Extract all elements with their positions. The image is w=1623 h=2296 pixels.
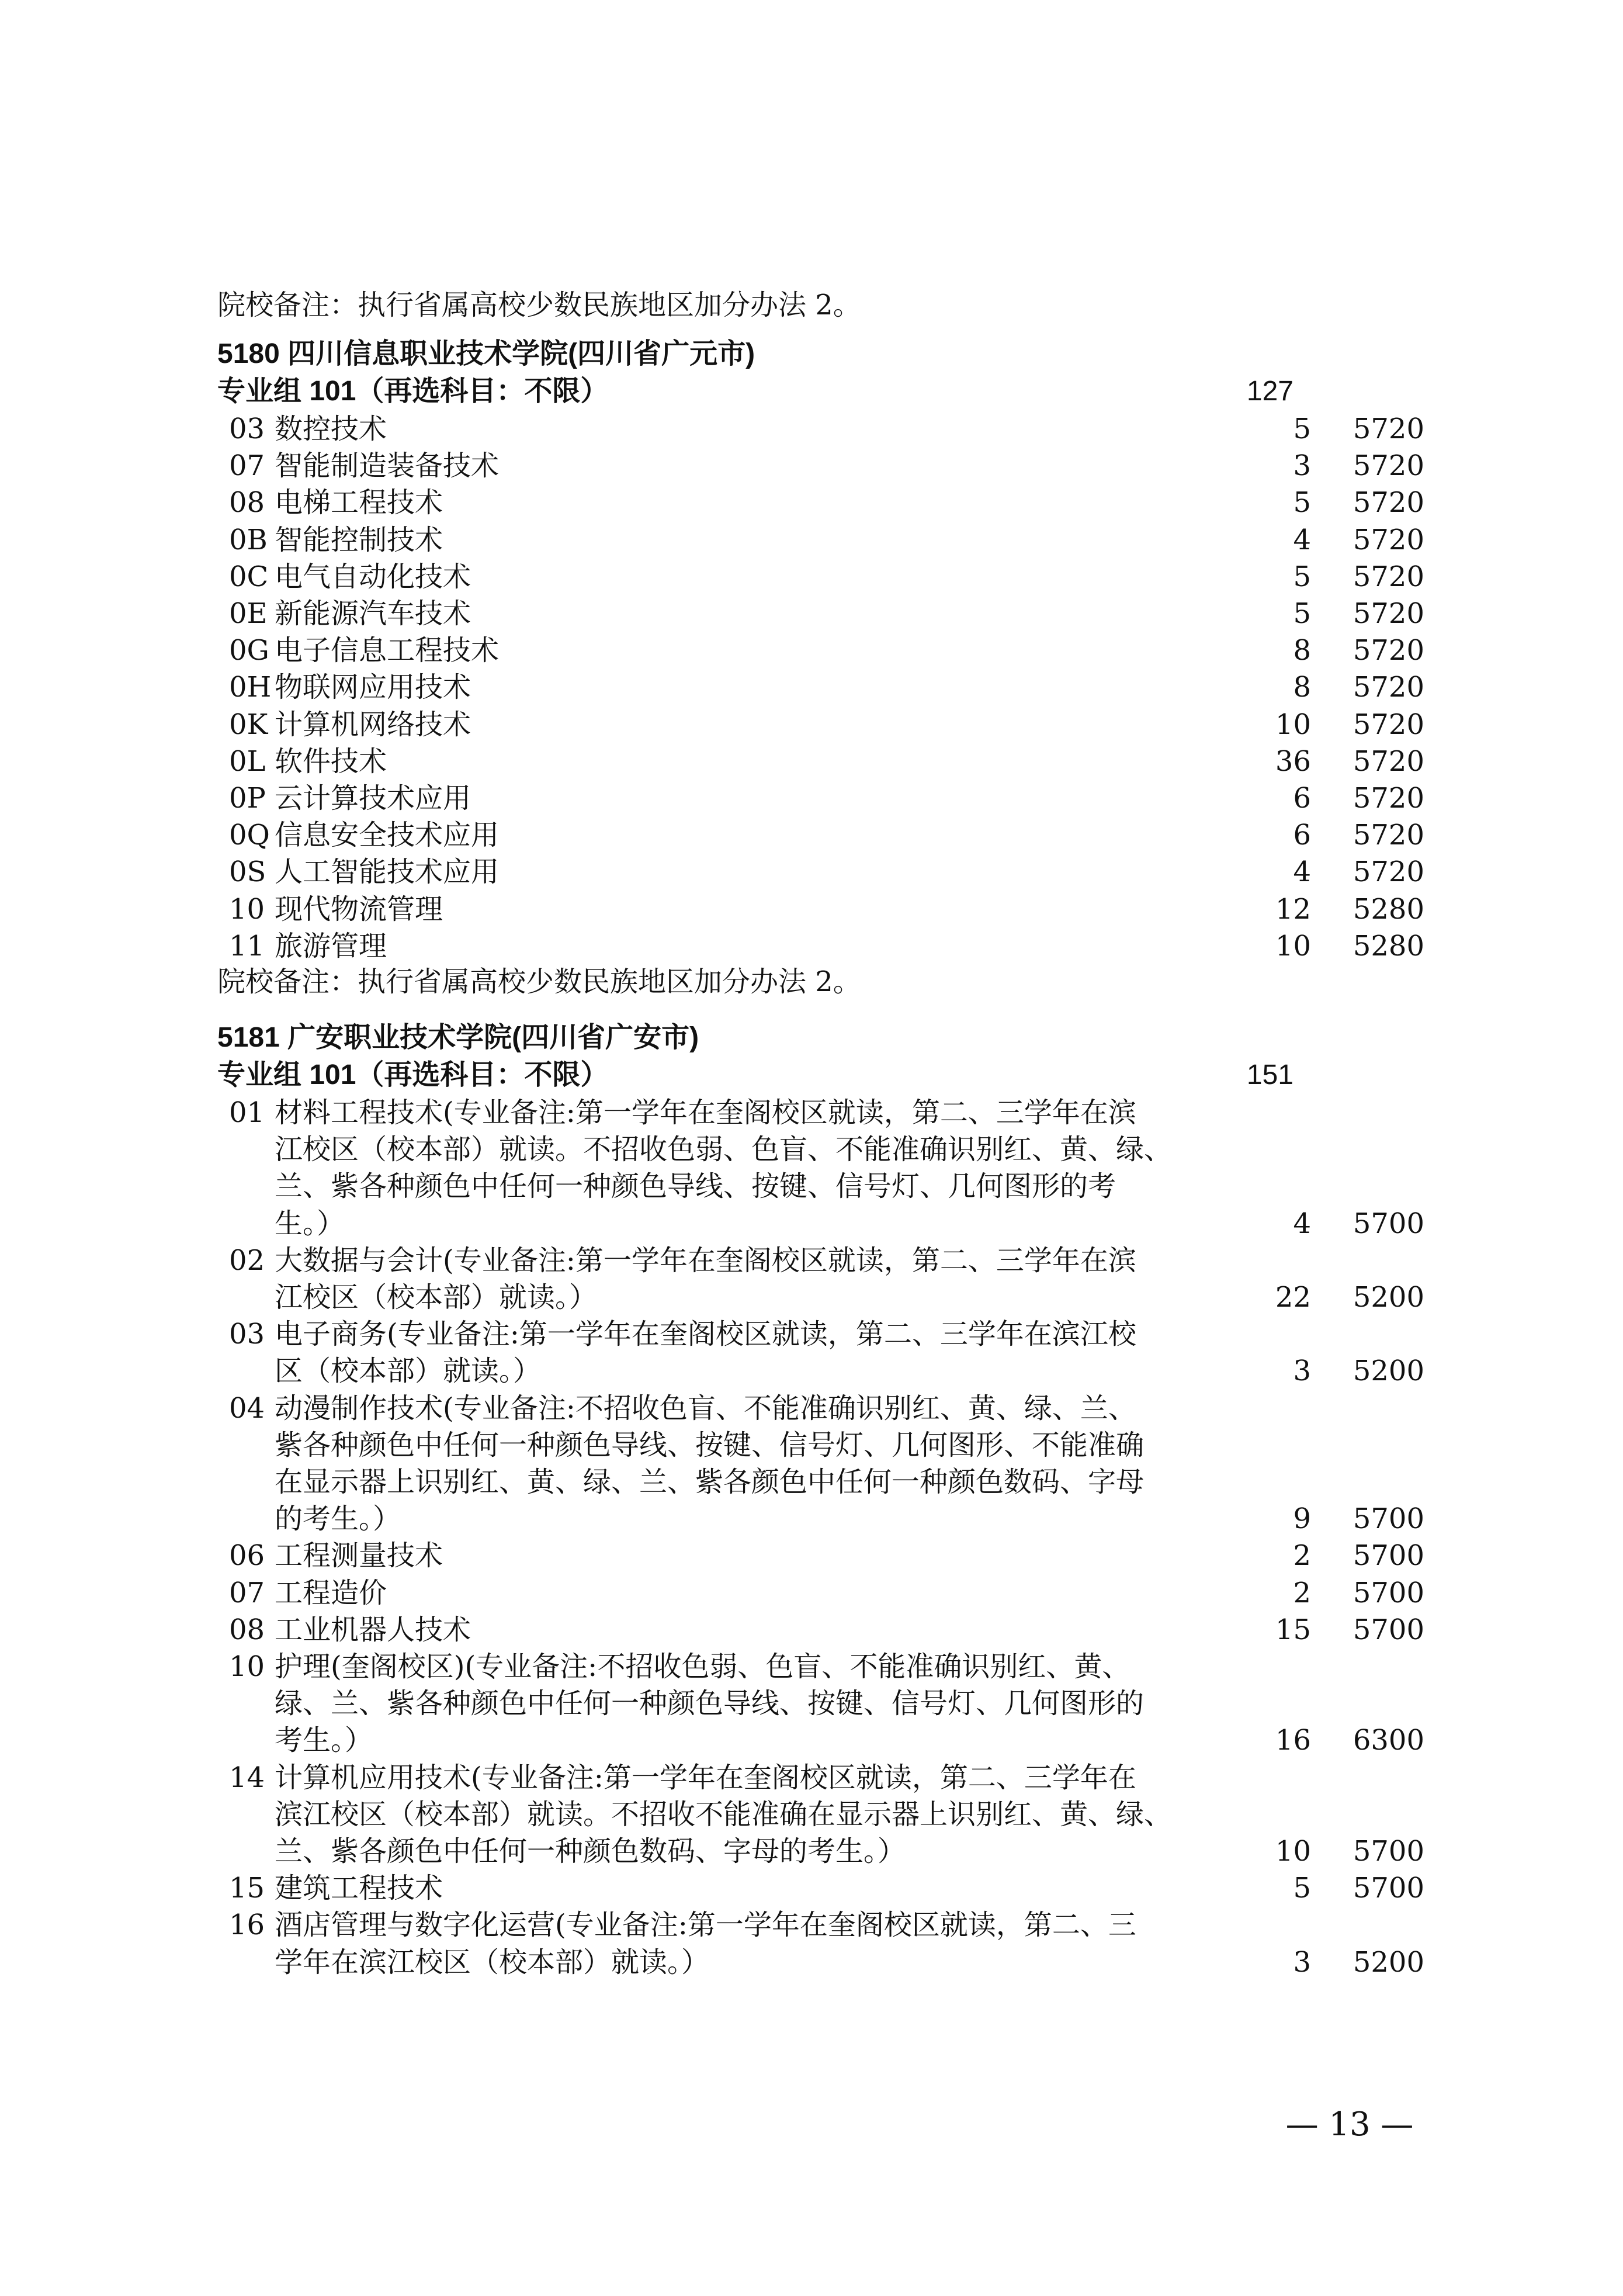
major-row xyxy=(0,1574,1623,1612)
major-code: 07 xyxy=(229,1577,265,1609)
major-tuition: 5700 xyxy=(1353,1539,1424,1572)
major-plan-count: 8 xyxy=(1293,634,1311,667)
major-name: 人工智能技术应用 xyxy=(275,856,500,888)
major-tuition: 5280 xyxy=(1353,930,1424,962)
major-plan-count: 4 xyxy=(1293,856,1311,888)
major-plan-count: 4 xyxy=(1293,1207,1311,1240)
major-name: 电气自动化技术 xyxy=(275,560,471,593)
major-group-label: 专业组 101（再选科目：不限） xyxy=(217,1059,609,1090)
major-code: 0P xyxy=(229,782,266,815)
major-name: 新能源汽车技术 xyxy=(275,597,471,630)
major-row-continuation xyxy=(0,1833,1623,1870)
major-code: 0B xyxy=(229,524,268,556)
page-number: — 13 — xyxy=(1285,2105,1414,2143)
major-row xyxy=(0,1648,1623,1685)
major-row-continuation xyxy=(0,1944,1623,1981)
major-name: 在显示器上识别红、黄、绿、兰、紫各颜色中任何一种颜色数码、字母 xyxy=(275,1466,1145,1498)
major-tuition: 5720 xyxy=(1353,597,1424,630)
major-row xyxy=(0,521,1623,559)
major-name: 兰、紫各颜色中任何一种颜色数码、字母的考生。） xyxy=(275,1835,906,1868)
major-code: 10 xyxy=(229,1650,265,1683)
major-row xyxy=(0,447,1623,484)
major-name: 电子商务(专业备注:第一学年在奎阁校区就读，第二、三学年在滨江校 xyxy=(275,1318,1136,1350)
school-header-text: 5180 四川信息职业技术学院(四川省广元市) xyxy=(217,338,755,369)
major-tuition: 5700 xyxy=(1353,1207,1424,1240)
major-name: 电梯工程技术 xyxy=(275,486,443,519)
major-plan-count: 5 xyxy=(1293,1872,1311,1904)
major-row xyxy=(0,1242,1623,1279)
school-note xyxy=(0,963,1623,1000)
major-code: 0Q xyxy=(229,819,270,851)
major-row xyxy=(0,1315,1623,1353)
major-row-continuation xyxy=(0,1168,1623,1205)
major-row xyxy=(0,927,1623,965)
major-name: 江校区（校本部）就读。） xyxy=(275,1281,598,1314)
major-name: 材料工程技术(专业备注:第一学年在奎阁校区就读，第二、三学年在滨 xyxy=(275,1096,1136,1129)
major-tuition: 5720 xyxy=(1353,449,1424,482)
major-name: 考生。） xyxy=(275,1724,373,1757)
major-plan-count: 2 xyxy=(1293,1539,1311,1572)
major-name: 计算机网络技术 xyxy=(275,708,471,741)
major-row xyxy=(0,1537,1623,1574)
major-row-continuation xyxy=(0,1131,1623,1168)
major-tuition: 5280 xyxy=(1353,893,1424,926)
major-plan-count: 16 xyxy=(1275,1724,1311,1757)
major-plan-count: 3 xyxy=(1293,1946,1311,1979)
major-tuition: 5700 xyxy=(1353,1835,1424,1868)
major-row xyxy=(0,1906,1623,1944)
major-plan-count: 6 xyxy=(1293,782,1311,815)
major-code: 0K xyxy=(229,708,268,741)
major-group-row xyxy=(0,1057,1623,1094)
major-code: 07 xyxy=(229,449,265,482)
major-tuition: 5200 xyxy=(1353,1355,1424,1387)
major-code: 04 xyxy=(229,1392,265,1425)
major-code: 03 xyxy=(229,413,265,445)
major-plan-count: 12 xyxy=(1275,893,1311,926)
major-name: 的考生。） xyxy=(275,1502,401,1535)
major-name: 护理(奎阁校区)(专业备注:不招收色弱、色盲、不能准确识别红、黄、 xyxy=(275,1650,1130,1683)
major-plan-count: 3 xyxy=(1293,1355,1311,1387)
major-row xyxy=(0,410,1623,448)
major-tuition: 5720 xyxy=(1353,634,1424,667)
major-row xyxy=(0,484,1623,521)
major-row xyxy=(0,558,1623,595)
major-name: 滨江校区（校本部）就读。不招收不能准确在显示器上识别红、黄、绿、 xyxy=(275,1798,1173,1831)
major-name: 绿、兰、紫各种颜色中任何一种颜色导线、按键、信号灯、几何图形的 xyxy=(275,1687,1145,1720)
major-code: 10 xyxy=(229,893,265,926)
major-name: 物联网应用技术 xyxy=(275,671,471,704)
major-row-continuation xyxy=(0,1426,1623,1464)
major-plan-count: 5 xyxy=(1293,413,1311,445)
major-plan-count: 10 xyxy=(1275,1835,1311,1868)
major-name: 江校区（校本部）就读。不招收色弱、色盲、不能准确识别红、黄、绿、 xyxy=(275,1133,1173,1166)
school-header xyxy=(0,335,1623,373)
major-plan-count: 5 xyxy=(1293,486,1311,519)
major-row xyxy=(0,706,1623,743)
major-row xyxy=(0,780,1623,817)
major-group-count: 127 xyxy=(1246,376,1293,407)
major-tuition: 5720 xyxy=(1353,524,1424,556)
major-name: 软件技术 xyxy=(275,745,387,778)
school-note-text: 院校备注：执行省属高校少数民族地区加分办法 2。 xyxy=(217,289,861,321)
major-row-continuation xyxy=(0,1685,1623,1722)
school-header xyxy=(0,1019,1623,1057)
major-code: 15 xyxy=(229,1872,265,1904)
major-tuition: 5720 xyxy=(1353,819,1424,851)
major-row xyxy=(0,891,1623,928)
major-code: 0L xyxy=(229,745,266,778)
major-tuition: 5720 xyxy=(1353,708,1424,741)
major-tuition: 5700 xyxy=(1353,1872,1424,1904)
major-row xyxy=(0,1611,1623,1649)
major-plan-count: 5 xyxy=(1293,597,1311,630)
major-plan-count: 15 xyxy=(1275,1613,1311,1646)
major-code: 0H xyxy=(229,671,272,704)
major-tuition: 5720 xyxy=(1353,856,1424,888)
major-name: 工程测量技术 xyxy=(275,1539,443,1572)
major-tuition: 5700 xyxy=(1353,1577,1424,1609)
major-name: 信息安全技术应用 xyxy=(275,819,500,851)
major-tuition: 5700 xyxy=(1353,1613,1424,1646)
major-row-continuation xyxy=(0,1500,1623,1537)
major-row xyxy=(0,1390,1623,1427)
major-code: 11 xyxy=(229,930,265,962)
major-row xyxy=(0,595,1623,632)
school-note-text: 院校备注：执行省属高校少数民族地区加分办法 2。 xyxy=(217,965,861,998)
major-code: 08 xyxy=(229,486,265,519)
major-row xyxy=(0,816,1623,854)
major-row-continuation xyxy=(0,1352,1623,1390)
major-code: 0G xyxy=(229,634,269,667)
major-plan-count: 9 xyxy=(1293,1502,1311,1535)
school-header-text: 5181 广安职业技术学院(四川省广安市) xyxy=(217,1022,699,1053)
major-plan-count: 5 xyxy=(1293,560,1311,593)
major-row xyxy=(0,1869,1623,1907)
major-name: 建筑工程技术 xyxy=(275,1872,443,1904)
major-plan-count: 3 xyxy=(1293,449,1311,482)
major-tuition: 6300 xyxy=(1353,1724,1424,1757)
major-tuition: 5720 xyxy=(1353,782,1424,815)
major-tuition: 5720 xyxy=(1353,745,1424,778)
major-plan-count: 10 xyxy=(1275,930,1311,962)
major-name: 工业机器人技术 xyxy=(275,1613,471,1646)
major-group-label: 专业组 101（再选科目：不限） xyxy=(217,376,609,407)
major-name: 计算机应用技术(专业备注:第一学年在奎阁校区就读，第二、三学年在 xyxy=(275,1761,1136,1794)
major-name: 酒店管理与数字化运营(专业备注:第一学年在奎阁校区就读，第二、三 xyxy=(275,1909,1136,1941)
major-code: 03 xyxy=(229,1318,265,1350)
major-plan-count: 4 xyxy=(1293,524,1311,556)
major-code: 01 xyxy=(229,1096,265,1129)
major-name: 紫各种颜色中任何一种颜色导线、按键、信号灯、几何图形、不能准确 xyxy=(275,1429,1145,1462)
major-code: 06 xyxy=(229,1539,265,1572)
major-name: 电子信息工程技术 xyxy=(275,634,500,667)
major-row-continuation xyxy=(0,1463,1623,1501)
major-code: 14 xyxy=(229,1761,265,1794)
major-row-continuation xyxy=(0,1279,1623,1316)
major-plan-count: 6 xyxy=(1293,819,1311,851)
major-group-count: 151 xyxy=(1246,1059,1293,1090)
major-name: 动漫制作技术(专业备注:不招收色盲、不能准确识别红、黄、绿、兰、 xyxy=(275,1392,1136,1425)
major-name: 兰、紫各种颜色中任何一种颜色导线、按键、信号灯、几何图形的考 xyxy=(275,1170,1116,1203)
major-plan-count: 36 xyxy=(1275,745,1311,778)
major-code: 08 xyxy=(229,1613,265,1646)
major-row xyxy=(0,853,1623,891)
major-code: 02 xyxy=(229,1244,265,1277)
major-plan-count: 2 xyxy=(1293,1577,1311,1609)
major-tuition: 5200 xyxy=(1353,1281,1424,1314)
major-name: 区（校本部）就读。） xyxy=(275,1355,542,1387)
major-row xyxy=(0,632,1623,669)
major-plan-count: 8 xyxy=(1293,671,1311,704)
major-code: 0E xyxy=(229,597,268,630)
major-name: 数控技术 xyxy=(275,413,387,445)
major-row-continuation xyxy=(0,1205,1623,1242)
major-row-continuation xyxy=(0,1796,1623,1833)
major-name: 工程造价 xyxy=(275,1577,387,1609)
major-tuition: 5720 xyxy=(1353,486,1424,519)
major-code: 16 xyxy=(229,1909,265,1941)
major-tuition: 5720 xyxy=(1353,560,1424,593)
school-note xyxy=(0,286,1623,324)
major-tuition: 5720 xyxy=(1353,413,1424,445)
major-row-continuation xyxy=(0,1722,1623,1759)
major-code: 0C xyxy=(229,560,269,593)
major-code: 0S xyxy=(229,856,266,888)
major-row xyxy=(0,1759,1623,1796)
major-name: 云计算技术应用 xyxy=(275,782,471,815)
major-name: 大数据与会计(专业备注:第一学年在奎阁校区就读，第二、三学年在滨 xyxy=(275,1244,1136,1277)
major-tuition: 5700 xyxy=(1353,1502,1424,1535)
major-row xyxy=(0,669,1623,706)
major-name: 旅游管理 xyxy=(275,930,387,962)
major-plan-count: 22 xyxy=(1275,1281,1311,1314)
major-name: 现代物流管理 xyxy=(275,893,443,926)
major-row xyxy=(0,743,1623,780)
major-row xyxy=(0,1094,1623,1131)
major-group-row xyxy=(0,373,1623,410)
major-name: 智能制造装备技术 xyxy=(275,449,500,482)
major-name: 学年在滨江校区（校本部）就读。） xyxy=(275,1946,710,1979)
major-tuition: 5720 xyxy=(1353,671,1424,704)
major-tuition: 5200 xyxy=(1353,1946,1424,1979)
major-plan-count: 10 xyxy=(1275,708,1311,741)
major-name: 生。） xyxy=(275,1207,345,1240)
major-name: 智能控制技术 xyxy=(275,524,443,556)
